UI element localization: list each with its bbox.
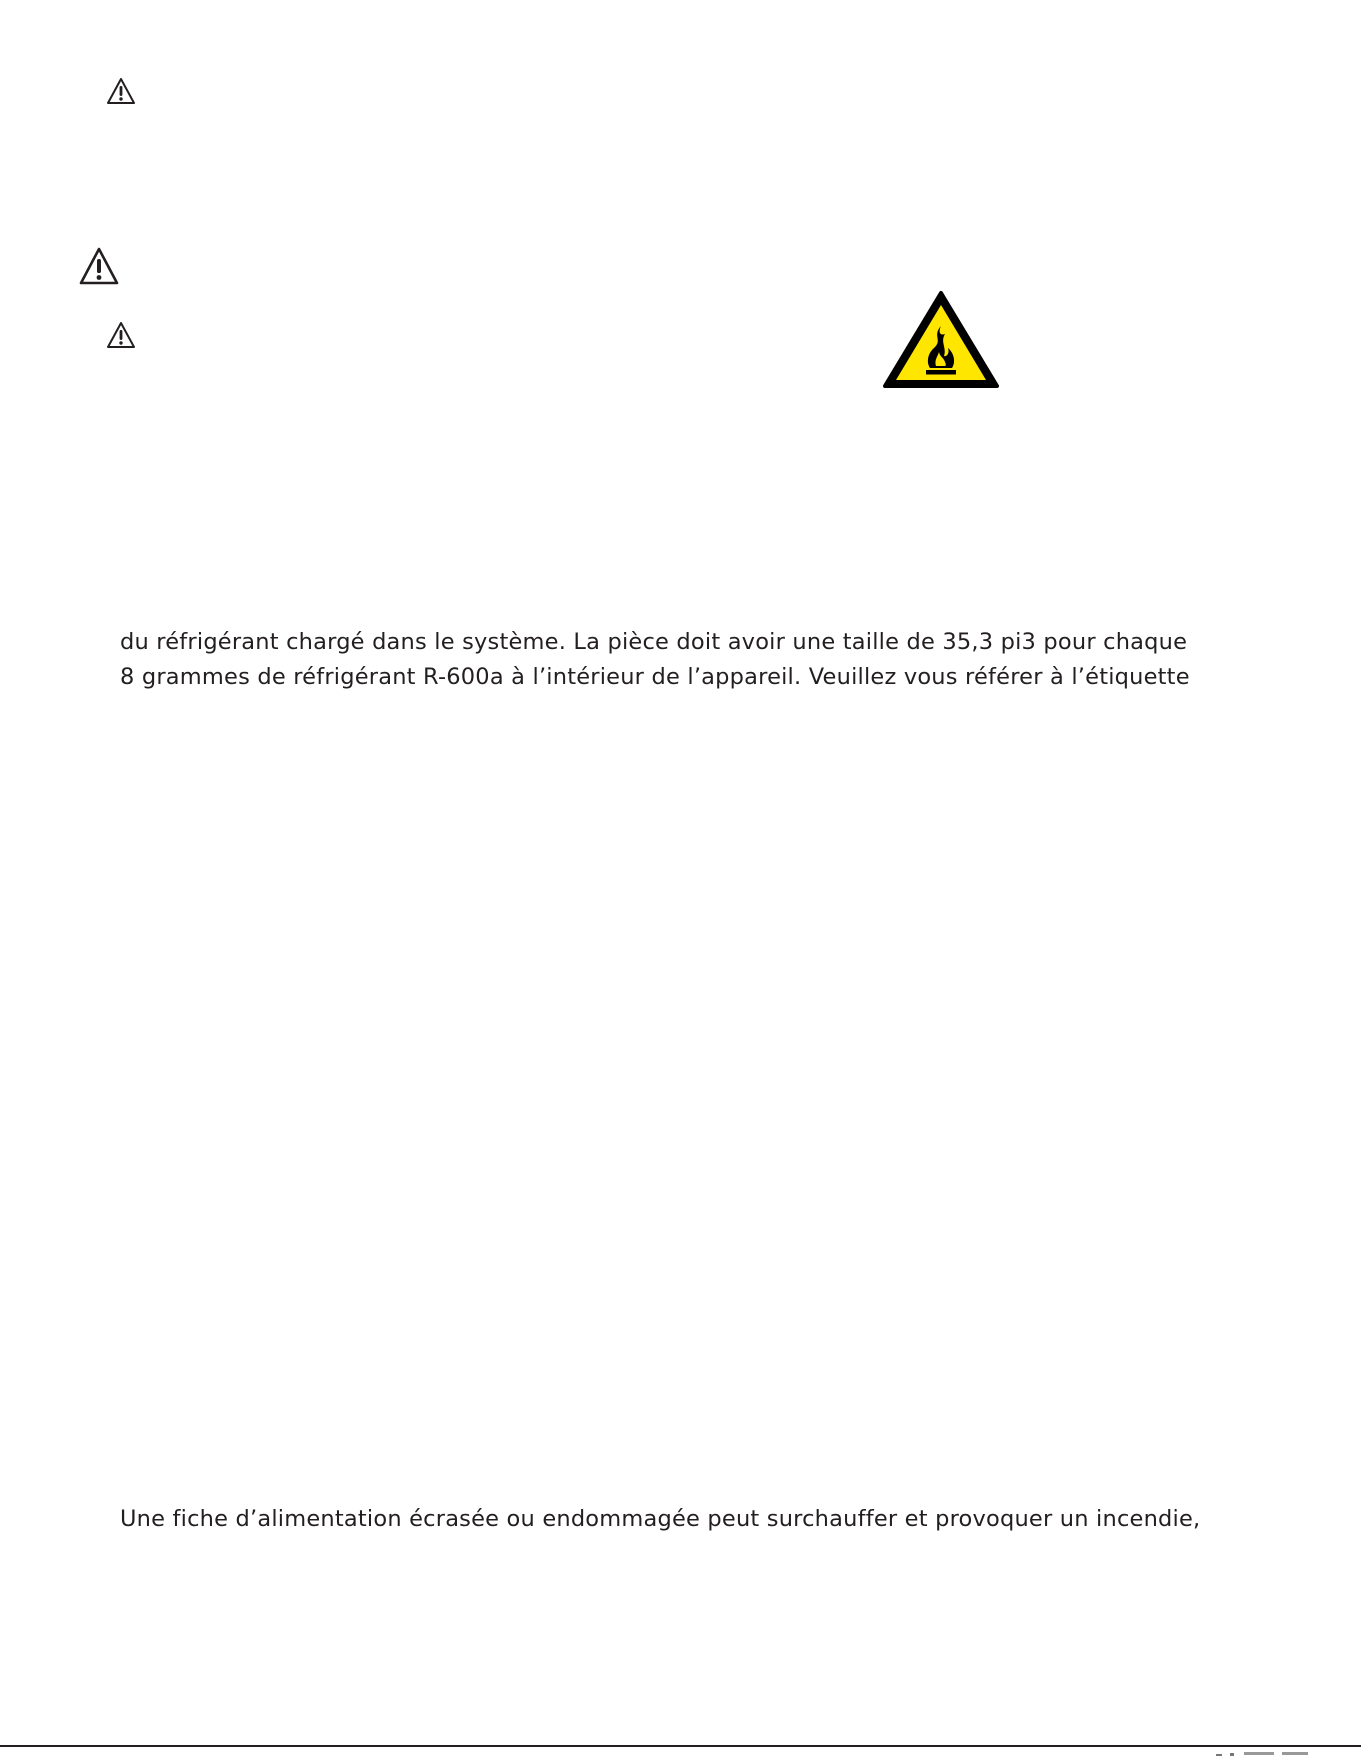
body-text-line: Une fiche d’alimentation écrasée ou endommagée peut surchauffer et provoquer un incendie, bbox=[120, 1506, 1201, 1532]
flammable-material-icon bbox=[882, 290, 1000, 390]
warning-triangle-icon bbox=[78, 246, 120, 286]
page-footer-marks bbox=[1210, 1748, 1360, 1761]
body-text-line: du réfrigérant chargé dans le système. La pièce doit avoir une taille de 35,3 pi3 pour chaque bbox=[120, 629, 1188, 655]
warning-triangle-icon bbox=[106, 77, 136, 105]
body-text-line: 8 grammes de réfrigérant R-600a à l’intérieur de l’appareil. Veuillez vous référer à l’étiquette bbox=[120, 664, 1190, 690]
warning-triangle-icon bbox=[106, 321, 136, 349]
page-bottom-rule bbox=[0, 1745, 1361, 1747]
